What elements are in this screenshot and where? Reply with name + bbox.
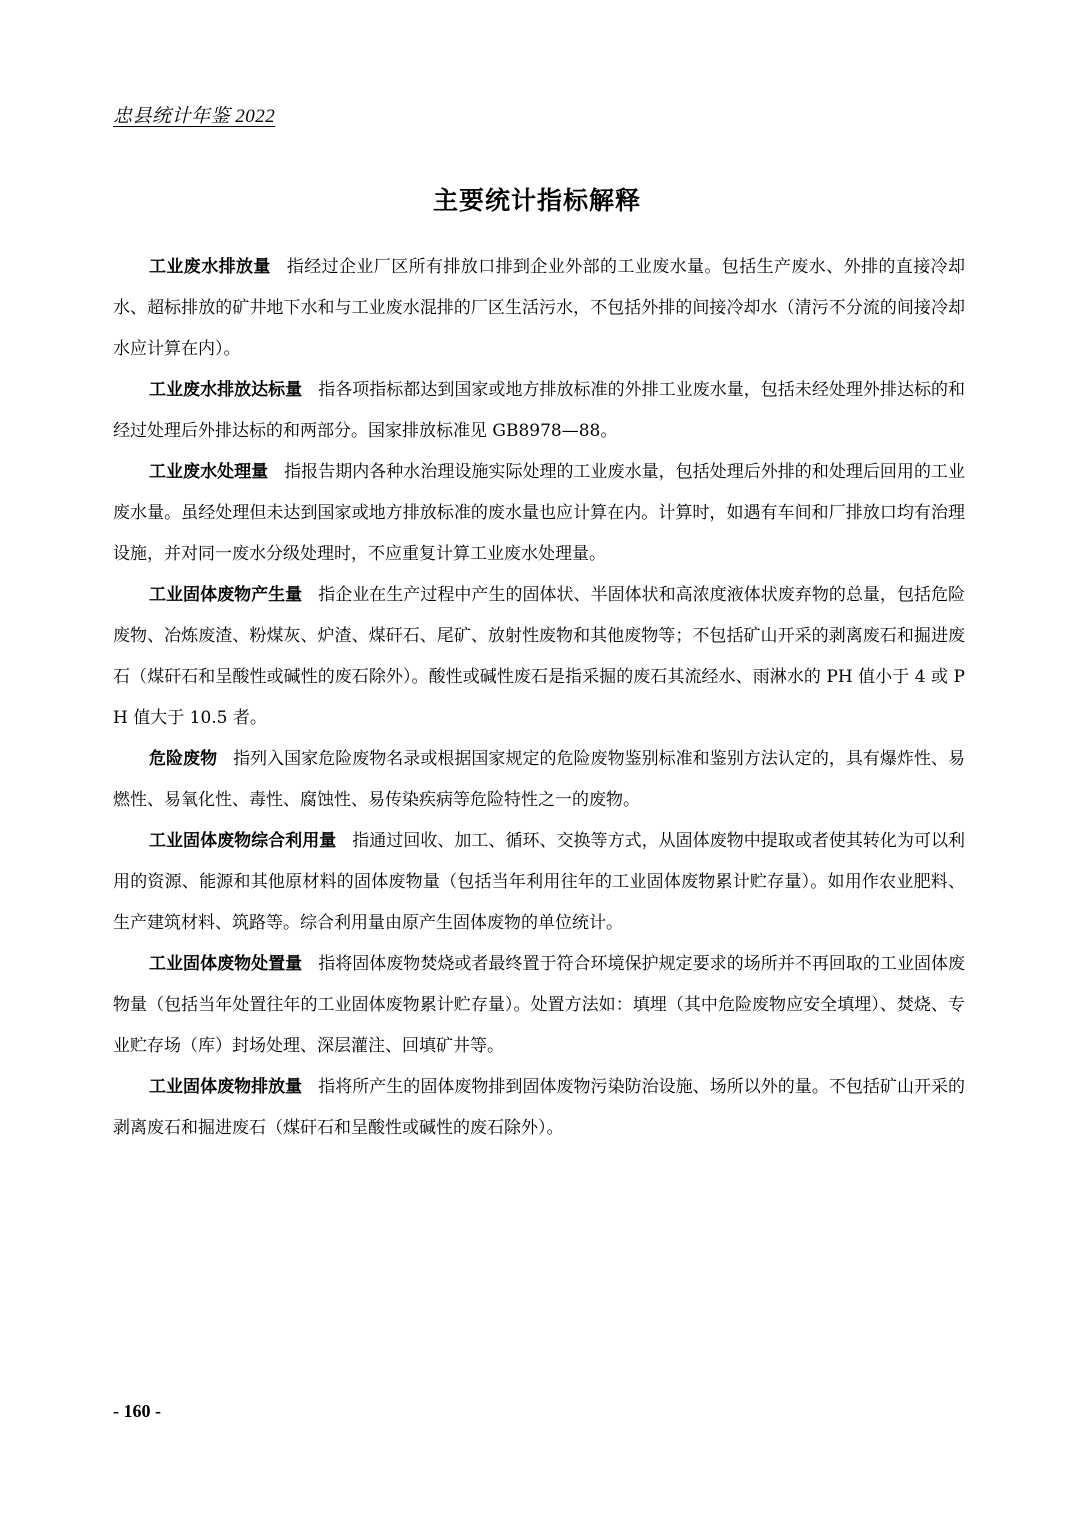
definition-entry [113, 452, 965, 575]
definition-entry [113, 944, 965, 1067]
term-definition: 指将所产生的固体废物排到固体废物污染防治设施、场所以外的量。不包括矿山开采的剥离废石和掘进废石（煤矸石和呈酸性或碱性的废石除外）。 [113, 1077, 966, 1138]
term-definition: 指各项指标都达到国家或地方排放标准的外排工业废水量，包括未经处理外排达标的和经过处理后外排达标的和两部分。国家排放标准见 GB8978—88。 [113, 380, 966, 441]
term-definition: 指列入国家危险废物名录或根据国家规定的危险废物鉴别标准和鉴别方法认定的，具有爆炸性、易燃性、易氧化性、毒性、腐蚀性、易传染疾病等危险特性之一的废物。 [113, 749, 966, 810]
term-label: 危险废物 [149, 749, 218, 769]
definition-entry [113, 1067, 965, 1149]
term-label: 工业固体废物排放量 [149, 1077, 303, 1097]
definition-entry [113, 739, 965, 821]
definition-entry [113, 821, 965, 944]
definition-entry [113, 575, 965, 739]
term-definition: 指企业在生产过程中产生的固体状、半固体状和高浓度液体状废弃物的总量，包括危险废物、冶炼废渣、粉煤灰、炉渣、煤矸石、尾矿、放射性废物和其他废物等；不包括矿山开采的剥离废石和掘进废石（煤矸石和呈酸性或碱性的废石除外）。酸性或碱性废石是指采掘的废石其流经水、雨淋水的 PH 值小于 4 或 PH 值大于 10.5 者。 [113, 585, 966, 728]
term-definition: 指将固体废物焚烧或者最终置于符合环境保护规定要求的场所并不再回取的工业固体废物量（包括当年处置往年的工业固体废物累计贮存量）。处置方法如：填埋（其中危险废物应安全填埋）、焚烧、专业贮存场（库）封场处理、深层灌注、回填矿井等。 [113, 954, 966, 1056]
page-title: 主要统计指标解释 [432, 185, 641, 215]
term-definition: 指经过企业厂区所有排放口排到企业外部的工业废水量。包括生产废水、外排的直接冷却水、超标排放的矿井地下水和与工业废水混排的厂区生活污水，不包括外排的间接冷却水（清污不分流的间接冷却水应计算在内）。 [113, 257, 966, 359]
definition-entry [113, 247, 965, 370]
term-label: 工业固体废物产生量 [149, 585, 303, 605]
term-label: 工业废水处理量 [149, 462, 269, 482]
term-definition: 指报告期内各种水治理设施实际处理的工业废水量，包括处理后外排的和处理后回用的工业废水量。虽经处理但未达到国家或地方排放标准的废水量也应计算在内。计算时，如遇有车间和厂排放口均有治理设施，并对同一废水分级处理时，不应重复计算工业废水处理量。 [113, 462, 966, 564]
running-header: 忠县统计年鉴 2022 [113, 106, 276, 127]
page-number: - 160 - [113, 1401, 161, 1421]
term-label: 工业废水排放达标量 [149, 380, 303, 400]
term-label: 工业固体废物处置量 [149, 954, 303, 974]
term-label: 工业固体废物综合利用量 [149, 831, 337, 851]
term-definition: 指通过回收、加工、循环、交换等方式，从固体废物中提取或者使其转化为可以利用的资源、能源和其他原材料的固体废物量（包括当年利用往年的工业固体废物累计贮存量）。如用作农业肥料、生产建筑材料、筑路等。综合利用量由原产生固体废物的单位统计。 [113, 831, 966, 933]
term-label: 工业废水排放量 [149, 257, 271, 277]
definitions-list [113, 247, 965, 1149]
definition-entry [113, 370, 965, 452]
